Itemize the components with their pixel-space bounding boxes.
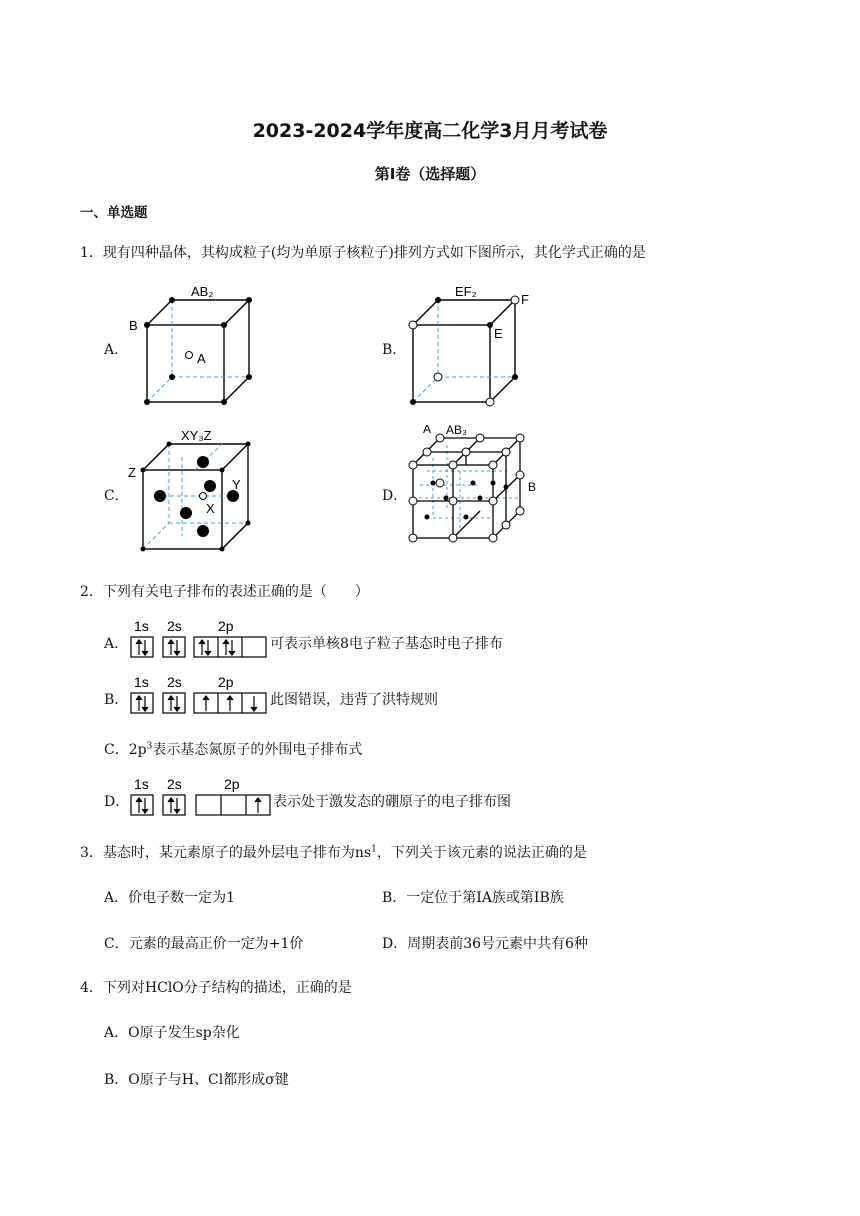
orbital-diagram-a bbox=[128, 617, 270, 659]
atom-label-a-d: A bbox=[423, 425, 432, 436]
formula-label-ef2: EF₂ bbox=[455, 284, 477, 299]
q4-option-a bbox=[104, 1022, 240, 1042]
q3-option-d-text: 周期表前36号元素中共有6种 bbox=[407, 936, 588, 952]
orbital-2p-label: 2p bbox=[218, 674, 234, 690]
atom-label-b-d: B bbox=[528, 480, 537, 494]
q4-option-a-label: A． bbox=[104, 1025, 129, 1041]
q4-option-b-label: B． bbox=[104, 1072, 129, 1088]
q1-option-d-label: D． bbox=[382, 488, 408, 504]
atom-label-z: Z bbox=[128, 465, 136, 480]
q2-option-c-text: 表示基态氮原子的外围电子排布式 bbox=[152, 742, 363, 758]
q2-option-d-label: D． bbox=[104, 794, 130, 810]
atom-label-x: X bbox=[206, 501, 215, 516]
orbital-1s-label: 1s bbox=[134, 618, 149, 634]
formula-label-ab3: AB₃ bbox=[446, 425, 467, 437]
q3-option-b-label: B． bbox=[382, 890, 407, 906]
q3-option-c-label: C． bbox=[104, 936, 129, 952]
q4-option-a-text: O原子发生sp杂化 bbox=[128, 1025, 240, 1041]
orbital-2s-label: 2s bbox=[167, 618, 182, 634]
cubic-cell-xy3z-diagram bbox=[125, 425, 265, 555]
q3-option-d-label: D． bbox=[382, 936, 408, 952]
q3-option-c bbox=[104, 933, 303, 953]
question-3-stem bbox=[80, 842, 587, 862]
orbital-diagram-d bbox=[128, 775, 273, 817]
cubic-cell-ab3-diagram bbox=[400, 425, 560, 555]
cubic-cell-ab2-diagram bbox=[125, 280, 265, 410]
q2-option-b-text: 此图错误，违背了洪特规则 bbox=[270, 692, 438, 708]
q1-option-a-label: A． bbox=[104, 342, 129, 358]
orbital-diagram-b bbox=[128, 673, 270, 715]
q3-option-a-label: A． bbox=[104, 890, 129, 906]
q2-option-c-superscript: 3 bbox=[146, 741, 153, 752]
q3-option-b-text: 一定位于第IA族或第IB族 bbox=[406, 890, 564, 906]
orbital-1s-label: 1s bbox=[134, 674, 149, 690]
section-heading: 一、单选题 bbox=[80, 205, 148, 221]
orbital-1s-label: 1s bbox=[134, 776, 149, 792]
q2-option-d-text: 表示处于激发态的硼原子的电子排布图 bbox=[273, 794, 511, 810]
q1-option-b-label: B． bbox=[382, 342, 407, 358]
atom-label-f: F bbox=[521, 292, 529, 307]
atom-label-y: Y bbox=[232, 477, 241, 492]
orbital-2p-label: 2p bbox=[224, 776, 240, 792]
q2-option-a-label: A． bbox=[104, 636, 129, 652]
orbital-2s-label: 2s bbox=[167, 776, 182, 792]
question-2-stem: 2．下列有关电子排布的表述正确的是（ ） bbox=[80, 584, 369, 600]
atom-label-a: A bbox=[197, 351, 206, 366]
formula-label-xy3z: XY₃Z bbox=[181, 428, 212, 443]
q3-option-c-text: 元素的最高正价一定为+1价 bbox=[128, 936, 304, 952]
q3-option-d bbox=[382, 933, 588, 953]
q2-option-c bbox=[104, 739, 362, 759]
question-3-superscript: 1 bbox=[371, 844, 377, 855]
atom-label-b: B bbox=[129, 318, 138, 333]
atom-label-e: E bbox=[494, 326, 503, 341]
question-3-stem-start: 3．基态时，某元素原子的最外层电子排布为ns bbox=[80, 845, 372, 861]
q1-option-c-label: C． bbox=[104, 488, 129, 504]
q3-option-b bbox=[382, 887, 564, 907]
orbital-2s-label: 2s bbox=[167, 674, 182, 690]
orbital-2p-label: 2p bbox=[218, 618, 234, 634]
q2-option-b-label: B． bbox=[104, 692, 129, 708]
q3-option-a-text: 价电子数一定为1 bbox=[128, 890, 236, 906]
formula-label-ab2: AB₂ bbox=[191, 284, 214, 299]
question-1-stem: 1．现有四种晶体，其构成粒子(均为单原子核粒子)排列方式如下图所示，其化学式正确的是 bbox=[80, 245, 646, 261]
q4-option-b-text: O原子与H、Cl都形成σ键 bbox=[128, 1072, 289, 1088]
q2-option-c-label: C． bbox=[104, 742, 129, 758]
exam-subtitle: 第Ⅰ卷（选择题） bbox=[374, 165, 486, 183]
cubic-cell-ef2-diagram bbox=[400, 280, 540, 410]
q2-option-a-text: 可表示单核8电子粒子基态时电子排布 bbox=[270, 636, 503, 652]
question-3-stem-end: ，下列关于该元素的说法正确的是 bbox=[376, 845, 587, 861]
exam-title: 2023-2024学年度高二化学3月月考试卷 bbox=[252, 120, 608, 142]
q2-option-c-config: 2p bbox=[128, 742, 147, 758]
q3-option-a bbox=[104, 887, 235, 907]
q4-option-b bbox=[104, 1069, 289, 1089]
question-4-stem: 4．下列对HClO分子结构的描述，正确的是 bbox=[80, 980, 352, 996]
